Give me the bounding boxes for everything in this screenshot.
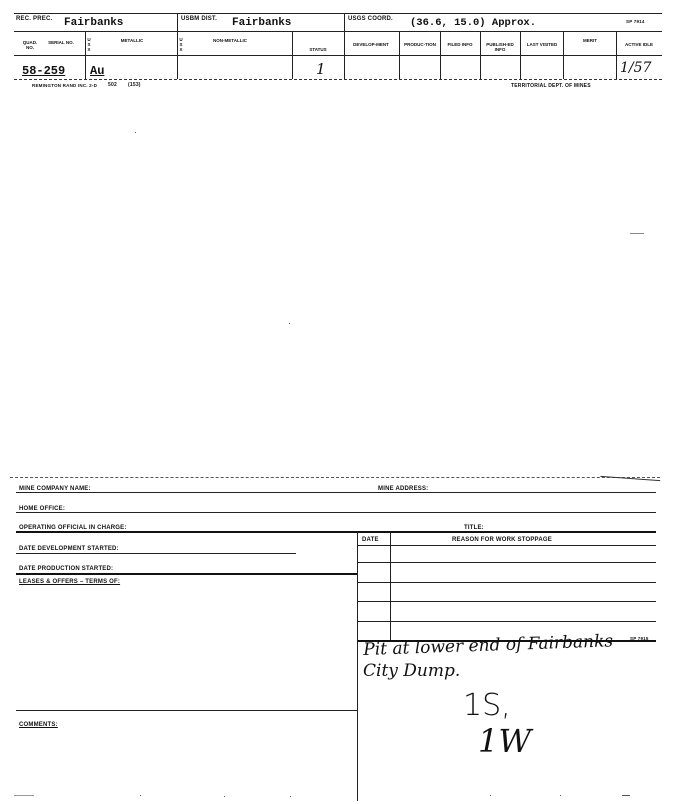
reason-column-label: REASON FOR WORK STOPPAGE: [452, 537, 552, 543]
header-usx-nonmetallic: U S X: [179, 37, 183, 52]
active-idle-value: 1/57: [620, 60, 652, 76]
header-merit: MERIT: [583, 38, 597, 43]
handwritten-township: 1S,: [463, 688, 511, 723]
header-quad-no: QUAD. NO.: [22, 40, 38, 50]
form-number-bottom: SP 7915: [630, 636, 649, 641]
header-filed-info: FILED INFO: [447, 42, 473, 47]
metallic-value: Au: [90, 64, 105, 78]
header-active-idle: ACTIVE IDLE: [624, 42, 653, 47]
comments-label: COMMENTS:: [19, 722, 58, 728]
header-serial-no: SERIAL NO.: [48, 40, 74, 45]
usgs-coord-value: (36.6, 15.0) Approx.: [410, 17, 537, 29]
rec-prec-label: REC. PREC.: [16, 16, 53, 22]
header-last-visited: LAST VISITED: [526, 42, 558, 47]
status-value: 1: [316, 60, 326, 78]
footer-number-2: (153): [128, 82, 141, 88]
footer-remington: REMINGTON RAND INC. 2-D: [32, 83, 98, 88]
usbm-dist-label: USBM DIST.: [181, 16, 218, 22]
usgs-coord-label: USGS COORD.: [348, 16, 393, 22]
operating-official-label: OPERATING OFFICIAL IN CHARGE:: [19, 525, 127, 531]
mine-address-label: MINE ADDRESS:: [378, 486, 429, 492]
header-non-metallic: NON-METALLIC: [213, 38, 247, 43]
date-column-label: DATE: [362, 537, 379, 543]
footer-territorial: TERRITORIAL DEPT. OF MINES: [511, 83, 591, 89]
usbm-dist-value: Fairbanks: [232, 17, 292, 29]
title-label: TITLE:: [464, 525, 484, 531]
handwritten-location-line2: City Dump.: [363, 661, 461, 681]
header-usx-metallic: U S X: [87, 37, 91, 52]
header-metallic: METALLIC: [120, 38, 144, 43]
home-office-label: HOME OFFICE:: [19, 506, 66, 512]
header-development: DEVELOP-MENT: [353, 42, 389, 47]
header-published-info: PUBLISH-ED INFO: [486, 42, 514, 52]
mine-company-name-label: MINE COMPANY NAME:: [19, 486, 91, 492]
form-number-top: SP 7914: [626, 19, 645, 24]
header-status: STATUS: [309, 47, 327, 52]
quad-serial-value: 58-259: [22, 64, 66, 78]
leases-label: LEASES & OFFERS – TERMS OF:: [19, 579, 121, 585]
date-production-label: DATE PRODUCTION STARTED:: [19, 566, 114, 572]
rec-prec-value: Fairbanks: [64, 17, 124, 29]
date-development-label: DATE DEVELOPMENT STARTED:: [19, 546, 119, 552]
header-production: PRODUC-TION: [404, 42, 436, 47]
handwritten-location-line1: Pit at lower end of Fairbanks: [363, 631, 614, 660]
footer-number: 502: [108, 82, 117, 88]
handwritten-range: 1W: [478, 722, 532, 760]
